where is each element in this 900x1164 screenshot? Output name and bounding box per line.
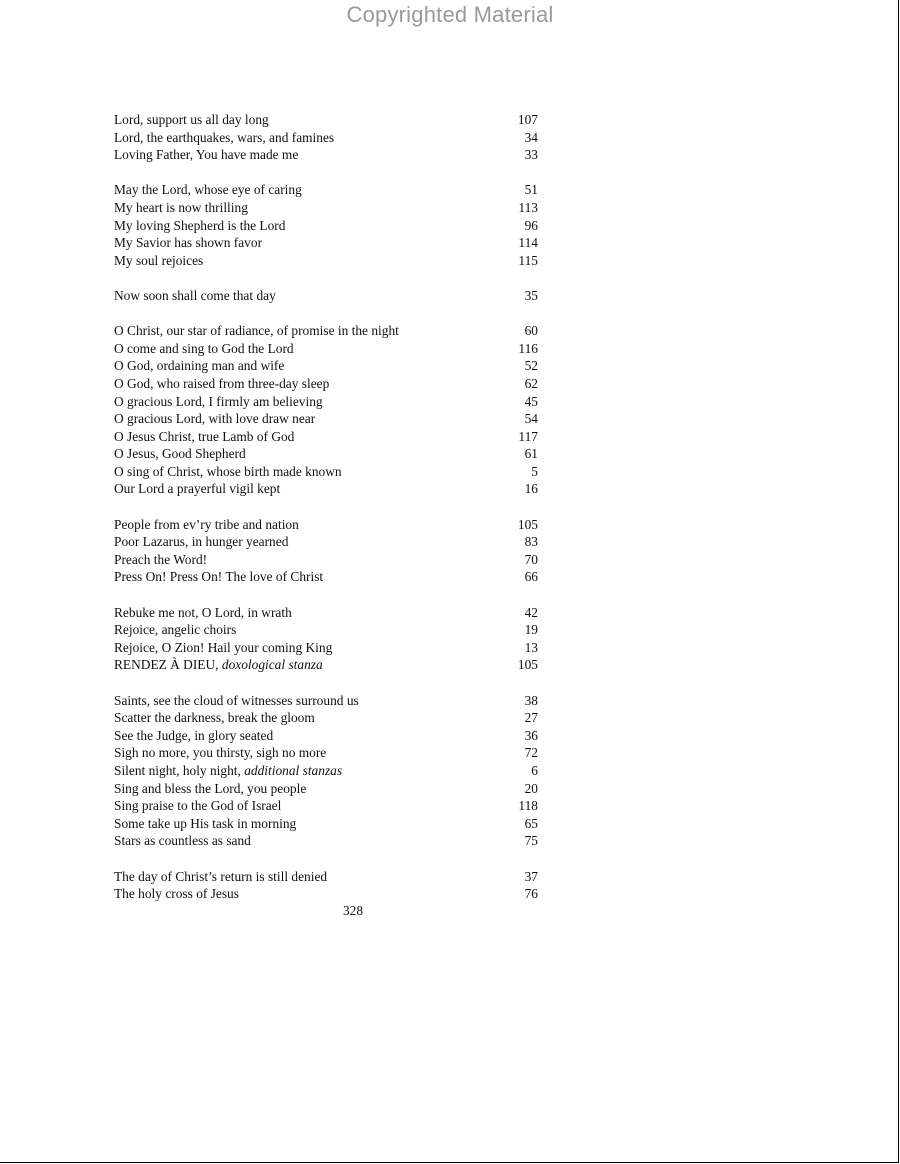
index-entry xyxy=(114,480,540,498)
index-entry xyxy=(114,217,540,235)
index-entry xyxy=(114,375,540,393)
hymn-title-text: Sing praise to the God of Israel xyxy=(114,798,282,814)
hymn-title-text: O sing of Christ, whose birth made known xyxy=(114,463,342,479)
hymn-title-note: doxological stanza xyxy=(221,657,323,673)
hymn-number: 62 xyxy=(524,375,538,391)
hymn-number: 52 xyxy=(524,358,538,374)
hymn-title-text: O God, ordaining man and wife xyxy=(114,358,285,374)
index-entry xyxy=(114,428,540,446)
hymn-number: 13 xyxy=(524,639,538,655)
hymn-title xyxy=(114,129,334,147)
hymn-title-text: Rejoice, O Zion! Hail your coming King xyxy=(114,639,333,655)
hymn-title-text: Sing and bless the Lord, you people xyxy=(114,780,307,796)
hymn-title-text: Lord, the earthquakes, wars, and famines xyxy=(114,129,335,145)
index-entry xyxy=(114,568,540,586)
index-entry xyxy=(114,410,540,428)
hymn-title xyxy=(114,445,246,463)
hymn-title-text: May the Lord, whose eye of caring xyxy=(114,182,302,198)
hymn-number: 38 xyxy=(524,692,538,708)
index-entry xyxy=(114,868,540,886)
hymn-title-text: Now soon shall come that day xyxy=(114,287,276,303)
index-entry xyxy=(114,727,540,745)
hymn-index xyxy=(114,111,540,920)
hymn-number: 60 xyxy=(524,323,538,339)
index-entry xyxy=(114,445,540,463)
hymn-number: 35 xyxy=(524,287,538,303)
hymn-number: 36 xyxy=(524,727,538,743)
hymn-number: 72 xyxy=(524,745,538,761)
index-entry xyxy=(114,604,540,622)
hymn-title xyxy=(114,111,269,129)
hymn-title-note: additional stanzas xyxy=(244,762,343,778)
hymn-title-text: See the Judge, in glory seated xyxy=(114,727,274,743)
hymn-title-text: Sigh no more, you thirsty, sigh no more xyxy=(114,745,327,761)
hymn-title xyxy=(114,797,281,815)
hymn-number: 107 xyxy=(517,112,538,127)
hymn-number: 20 xyxy=(524,780,538,796)
hymn-title-text: Stars as countless as sand xyxy=(114,833,251,849)
hymn-title xyxy=(114,357,284,375)
index-entry xyxy=(114,885,540,903)
index-entry xyxy=(114,393,540,411)
hymn-title xyxy=(114,709,315,727)
hymn-number: 70 xyxy=(524,551,538,567)
hymn-number: 117 xyxy=(518,428,538,444)
index-entry xyxy=(114,129,540,147)
hymn-title-text: O Jesus, Good Shepherd xyxy=(114,446,246,462)
index-entry xyxy=(114,709,540,727)
hymn-number: 66 xyxy=(524,569,538,585)
hymn-title-text: Rebuke me not, O Lord, in wrath xyxy=(114,604,292,620)
hymn-title xyxy=(114,340,294,358)
index-group xyxy=(114,322,540,498)
hymn-title-text: Poor Lazarus, in hunger yearned xyxy=(114,534,289,550)
hymn-number: 65 xyxy=(524,815,538,831)
index-entry xyxy=(114,744,540,762)
hymn-number: 34 xyxy=(524,129,538,145)
hymn-number: 115 xyxy=(518,252,538,268)
index-group xyxy=(114,516,540,586)
copyright-watermark: Copyrighted Material xyxy=(346,2,554,27)
hymn-title-text: RENDEZ À DIEU, xyxy=(114,657,219,673)
hymn-title xyxy=(114,832,251,850)
hymn-title xyxy=(114,727,273,745)
hymn-number: 116 xyxy=(518,340,538,356)
hymn-title-text: The day of Christ’s return is still denied xyxy=(114,868,328,884)
hymn-title-text: Preach the Word! xyxy=(114,551,208,567)
index-entry xyxy=(114,287,540,305)
index-entry xyxy=(114,322,540,340)
index-group xyxy=(114,287,540,305)
index-entry xyxy=(114,533,540,551)
hymn-title-text: Saints, see the cloud of witnesses surround us xyxy=(114,692,359,708)
hymn-number: 37 xyxy=(524,868,538,884)
index-entry xyxy=(114,815,540,833)
hymn-title-text: Lord, support us all day long xyxy=(114,112,269,127)
hymn-title xyxy=(114,604,292,622)
hymn-title xyxy=(114,287,276,305)
hymn-title-text: Press On! Press On! The love of Christ xyxy=(114,569,324,585)
hymn-number: 16 xyxy=(524,481,538,497)
hymn-title xyxy=(114,217,285,235)
hymn-title-text: Some take up His task in morning xyxy=(114,815,297,831)
hymn-number: 105 xyxy=(517,516,538,532)
hymn-title-text: O Jesus Christ, true Lamb of God xyxy=(114,428,295,444)
index-entry xyxy=(114,234,540,252)
hymn-title xyxy=(114,146,298,164)
index-group xyxy=(114,692,540,850)
hymn-title xyxy=(114,568,323,586)
page-number: 328 xyxy=(342,903,364,918)
hymn-title-text: Silent night, holy night, xyxy=(114,762,241,778)
hymn-number: 6 xyxy=(531,762,538,778)
index-entry xyxy=(114,199,540,217)
hymn-title xyxy=(114,234,262,252)
hymn-title xyxy=(114,375,329,393)
hymn-title xyxy=(114,762,342,780)
hymn-title-text: My heart is now thrilling xyxy=(114,199,248,215)
hymn-title-text: O Christ, our star of radiance, of promise in the night xyxy=(114,323,399,339)
hymn-number: 96 xyxy=(524,217,538,233)
index-entry xyxy=(114,797,540,815)
index-entry xyxy=(114,340,540,358)
hymn-title xyxy=(114,885,239,903)
hymn-title-text: Scatter the darkness, break the gloom xyxy=(114,710,315,726)
hymn-number: 54 xyxy=(524,411,538,427)
hymn-title xyxy=(114,252,203,270)
hymn-number: 105 xyxy=(517,657,538,673)
index-group xyxy=(114,604,540,674)
hymn-title xyxy=(114,551,207,569)
hymn-title xyxy=(114,322,399,340)
hymn-title-text: People from ev’ry tribe and nation xyxy=(114,516,299,532)
hymn-number: 118 xyxy=(518,798,538,814)
hymn-title-text: O God, who raised from three-day sleep xyxy=(114,375,330,391)
hymn-number: 27 xyxy=(524,710,538,726)
hymn-number: 83 xyxy=(524,534,538,550)
index-entry xyxy=(114,111,540,129)
hymn-number: 75 xyxy=(524,833,538,849)
index-entry xyxy=(114,463,540,481)
hymn-title xyxy=(114,181,302,199)
index-entry xyxy=(114,656,540,674)
hymn-number: 76 xyxy=(524,886,538,902)
hymn-title xyxy=(114,868,327,886)
hymn-title xyxy=(114,656,323,674)
hymn-number: 19 xyxy=(524,622,538,638)
hymn-title-text: My Savior has shown favor xyxy=(114,235,263,251)
hymn-title-text: The holy cross of Jesus xyxy=(114,886,239,902)
hymn-title-text: Our Lord a prayerful vigil kept xyxy=(114,481,281,497)
hymn-title-text: My loving Shepherd is the Lord xyxy=(114,217,286,233)
hymn-title-text: Loving Father, You have made me xyxy=(114,147,299,163)
index-entry xyxy=(114,516,540,534)
hymn-title xyxy=(114,199,248,217)
hymn-number: 5 xyxy=(531,463,538,479)
hymn-title xyxy=(114,463,342,481)
hymn-number: 114 xyxy=(518,235,538,251)
hymn-title xyxy=(114,639,332,657)
index-entry xyxy=(114,692,540,710)
hymn-number: 61 xyxy=(524,446,538,462)
hymn-number: 42 xyxy=(524,604,538,620)
hymn-title-text: O come and sing to God the Lord xyxy=(114,340,294,356)
index-entry xyxy=(114,252,540,270)
index-entry xyxy=(114,639,540,657)
hymn-title xyxy=(114,692,359,710)
hymn-title xyxy=(114,410,315,428)
hymn-title xyxy=(114,533,288,551)
index-entry xyxy=(114,181,540,199)
index-group xyxy=(114,181,540,269)
hymn-title xyxy=(114,621,236,639)
index-entry xyxy=(114,551,540,569)
hymn-title xyxy=(114,393,323,411)
hymn-title-text: O gracious Lord, I firmly am believing xyxy=(114,393,323,409)
hymn-title-text: O gracious Lord, with love draw near xyxy=(114,411,316,427)
hymn-title-text: Rejoice, angelic choirs xyxy=(114,622,237,638)
hymn-title xyxy=(114,480,280,498)
hymn-number: 113 xyxy=(518,199,538,215)
index-entry xyxy=(114,621,540,639)
hymn-title xyxy=(114,780,306,798)
hymn-title xyxy=(114,516,299,534)
index-group xyxy=(114,868,540,903)
index-entry xyxy=(114,780,540,798)
hymn-title xyxy=(114,815,296,833)
hymn-title xyxy=(114,744,326,762)
index-entry xyxy=(114,146,540,164)
index-entry xyxy=(114,357,540,375)
hymn-number: 51 xyxy=(524,182,538,198)
hymn-title-text: My soul rejoices xyxy=(114,252,204,268)
index-entry xyxy=(114,832,540,850)
hymn-title xyxy=(114,428,294,446)
index-group xyxy=(114,111,540,164)
hymn-number: 33 xyxy=(524,147,538,163)
index-entry xyxy=(114,762,540,780)
hymn-number: 45 xyxy=(524,393,538,409)
